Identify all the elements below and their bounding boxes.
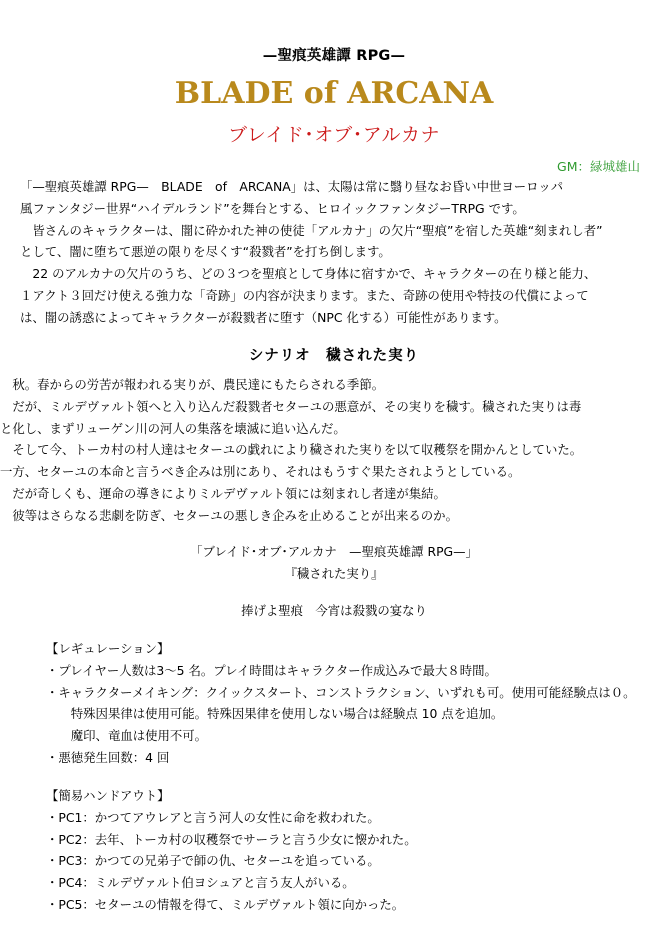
intro-line: 「—聖痕英雄譚 RPG— BLADE of ARCANA」は、太陽は常に翳り昼なお昏い中世ヨーロッパ (20, 179, 564, 194)
regulation-line: ・悪徳発生回数：4 回 (46, 749, 170, 765)
document-title: BLADE of ARCANA (174, 76, 494, 111)
intro-line: 風ファンタジー世界“ハイデルランド”を舞台とする、ヒロイックファンタジーTRPG です。 (20, 200, 525, 216)
handout-line: ・PC5：セターユの情報を得て、ミルデヴァルト領に向かった。 (46, 896, 405, 912)
scenario-line: だが、ミルデヴァルト領へと入り込んだ殺戮者セターユの悪意が、その実りを穢す。穢された実りは毒 (0, 398, 582, 414)
regulation-line: 特殊因果律は使用可能。特殊因果律を使用しない場合は経験点 10 点を追加。 (46, 706, 504, 722)
intro-line: 22 のアルカナの欠片のうち、どの３つを聖痕として身体に宿すかで、キャラクターの在り様と能力、 (20, 266, 597, 282)
scenario-line: 彼等はさらなる悲劇を防ぎ、セターユの悪しき企みを止めることが出来るのか。 (0, 507, 458, 523)
intro-line: は、闇の誘惑によってキャラクターが殺戮者に堕す（NPC 化する）可能性があります。 (20, 309, 507, 325)
regulation-line: ・キャラクターメイキング：クイックスタート、コンストラクション、いずれも可。使用可能経験点は０。 (46, 684, 636, 700)
handout-line: ・PC4：ミルデヴァルト伯ヨシュアと言う友人がいる。 (46, 875, 355, 891)
document-subtitle: —聖痕英雄譚 RPG— (262, 48, 406, 64)
scenario-heading: シナリオ 穢された実り (248, 347, 420, 364)
handout-section (46, 785, 417, 916)
intro-line: として、闇に堕ちて悪逆の限りを尽くす“殺戮者”を打ち倒します。 (20, 244, 391, 260)
intro-line: １アクト３回だけ使える強力な「奇跡」の内容が決まります。また、奇跡の使用や特技の代償によって (20, 287, 589, 303)
regulation-heading: 【レギュレーション】 (46, 641, 170, 656)
scenario-line: と化し、まずリューゲン川の河人の集落を壊滅に追い込んだ。 (0, 420, 346, 436)
scenario-line: 一方、セターユの本命と言うべき企みは別にあり、それはもうすぐ果たされようとしている。 (0, 464, 521, 480)
scenario-line: 秋。春からの労苦が報われる実りが、農民達にもたらされる季節。 (0, 377, 385, 392)
intro-section (20, 176, 652, 329)
scenario-section (0, 374, 660, 527)
regulation-line: 魔印、竜血は使用不可。 (46, 728, 208, 744)
regulation-line: ・プレイヤー人数は3～5 名。プレイ時間はキャラクター作成込みで最大８時間。 (46, 662, 497, 678)
handout-line: ・PC2：去年、トーカ村の収穫祭でサーラと言う少女に懐かれた。 (46, 831, 417, 847)
document-title-kana: ブレイド･オブ･アルカナ (228, 124, 440, 146)
handout-heading: 【簡易ハンドアウト】 (46, 788, 170, 803)
scenario-line: だが奇しくも、運命の導きによりミルデヴァルト領には刻まれし者達が集結。 (0, 485, 446, 501)
scenario-catchphrase: 捧げよ聖痕 今宵は殺戮の宴なり (241, 603, 427, 618)
handout-line: ・PC1：かつてアウレアと言う河人の女性に命を救われた。 (46, 809, 380, 825)
scenario-line: そして今、トーカ村の村人達はセターユの戯れにより穢された実りを以て収穫祭を開かんとしていた。 (0, 442, 583, 458)
scenario-tagline-title: 「ブレイド･オブ･アルカナ —聖痕英雄譚 RPG—」 (190, 544, 478, 559)
regulation-section (46, 638, 636, 769)
intro-line: 皆さんのキャラクターは、闇に砕かれた神の使徒「アルカナ」の欠片“聖痕”を宿した英雄“刻まれし者” (20, 222, 603, 238)
handout-line: ・PC3：かつての兄弟子で師の仇、セターユを追っている。 (46, 853, 380, 869)
scenario-tagline-subtitle: 『穢された実り』 (284, 566, 384, 581)
gm-credit: GM：緑城雄山 (557, 159, 640, 174)
